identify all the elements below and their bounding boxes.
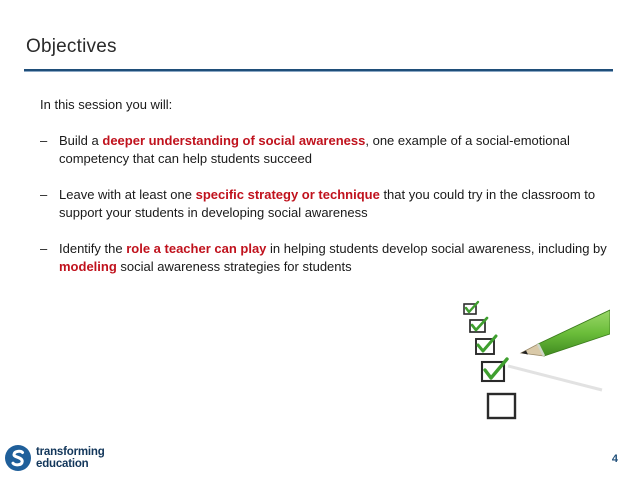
logo-line: transforming <box>36 446 105 458</box>
slide-body <box>40 96 620 294</box>
logo-wordmark <box>36 446 105 470</box>
objective-text-part: Leave with at least one <box>59 187 196 202</box>
objective-text-part: Build a <box>59 133 103 148</box>
objective-item <box>40 132 620 168</box>
objective-text <box>59 186 620 222</box>
objective-item <box>40 240 620 276</box>
bullet-dash: – <box>40 133 48 148</box>
objective-highlight: specific strategy or technique <box>195 187 380 202</box>
objective-text-part: that you could try in the classroom to support your students in developing social awareness <box>59 187 596 220</box>
bullet-dash: – <box>40 241 48 256</box>
objective-highlight: modeling <box>59 259 117 274</box>
objective-text <box>59 240 620 276</box>
objective-text-part: , one example of a social-emotional competency that can help students succeed <box>59 133 570 166</box>
objective-text-part: Identify the <box>59 241 127 256</box>
slide-title: Objectives <box>26 36 117 57</box>
logo-line: education <box>36 458 89 470</box>
checklist-with-pen-icon <box>388 290 610 438</box>
page-number: 4 <box>611 453 618 465</box>
objective-text <box>59 132 620 168</box>
objective-item <box>40 186 620 222</box>
intro-text: In this session you will: <box>40 97 173 112</box>
objective-highlight: role a teacher can play <box>126 241 267 256</box>
bullet-dash: – <box>40 187 48 202</box>
brand-logo <box>4 444 105 472</box>
objective-text-part: social awareness strategies for students <box>116 259 352 274</box>
objective-text-part: in helping students develop social awareness, including by <box>266 241 607 256</box>
title-divider <box>24 69 613 71</box>
objective-highlight: deeper understanding of social awareness <box>102 133 366 148</box>
s-circle-logo-icon <box>4 444 32 472</box>
